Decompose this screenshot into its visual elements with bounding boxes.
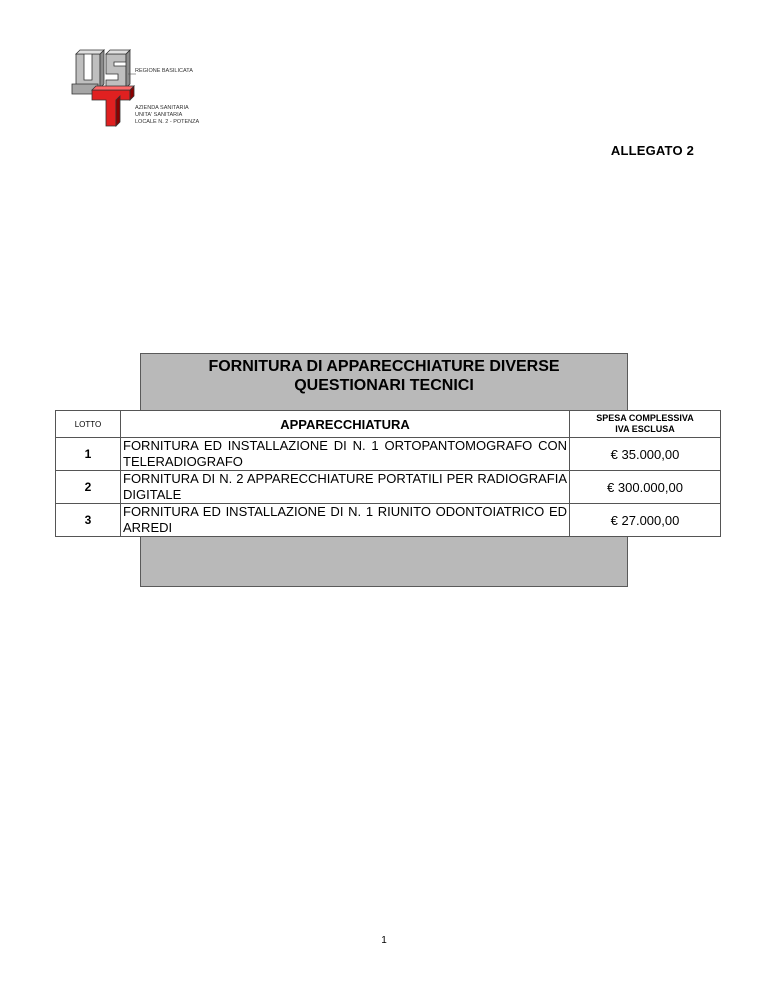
row-lotto: 2 [56,471,121,504]
row-spesa: € 27.000,00 [570,504,721,537]
header-lotto: LOTTO [56,411,121,438]
page-number: 1 [381,935,387,946]
logo-line-1: AZIENDA SANITARIA [135,105,189,111]
logo-agency-text [135,105,199,126]
header-spesa-line-1: SPESA COMPLESSIVA [596,413,694,423]
table-row [56,438,721,471]
header-spesa-line-2: IVA ESCLUSA [615,424,675,434]
row-lotto: 3 [56,504,121,537]
row-descrizione: FORNITURA ED INSTALLAZIONE DI N. 1 ORTOPANTOMOGRAFO CON TELERADIOGRAFO [121,438,570,471]
asl-logo [70,46,240,136]
table-header-row [56,411,721,438]
row-descrizione: FORNITURA DI N. 2 APPARECCHIATURE PORTATILI PER RADIOGRAFIA DIGITALE [121,471,570,504]
header-apparecchiatura: APPARECCHIATURA [121,411,570,438]
logo-line-3: LOCALE N. 2 - POTENZA [135,119,200,125]
box-title-line-2: QUESTIONARI TECNICI [294,377,474,394]
box-title [140,357,628,395]
row-spesa: € 300.000,00 [570,471,721,504]
logo-region-text: REGIONE BASILICATA [135,68,193,74]
allegato-heading: ALLEGATO 2 [610,143,694,158]
header-spesa [570,411,721,438]
row-lotto: 1 [56,438,121,471]
row-descrizione: FORNITURA ED INSTALLAZIONE DI N. 1 RIUNITO ODONTOIATRICO ED ARREDI [121,504,570,537]
box-title-line-1: FORNITURA DI APPARECCHIATURE DIVERSE [208,358,560,375]
logo-line-2: UNITA' SANITARIA [135,112,183,118]
row-spesa: € 35.000,00 [570,438,721,471]
table-row [56,504,721,537]
lots-table [55,410,721,537]
table-row [56,471,721,504]
